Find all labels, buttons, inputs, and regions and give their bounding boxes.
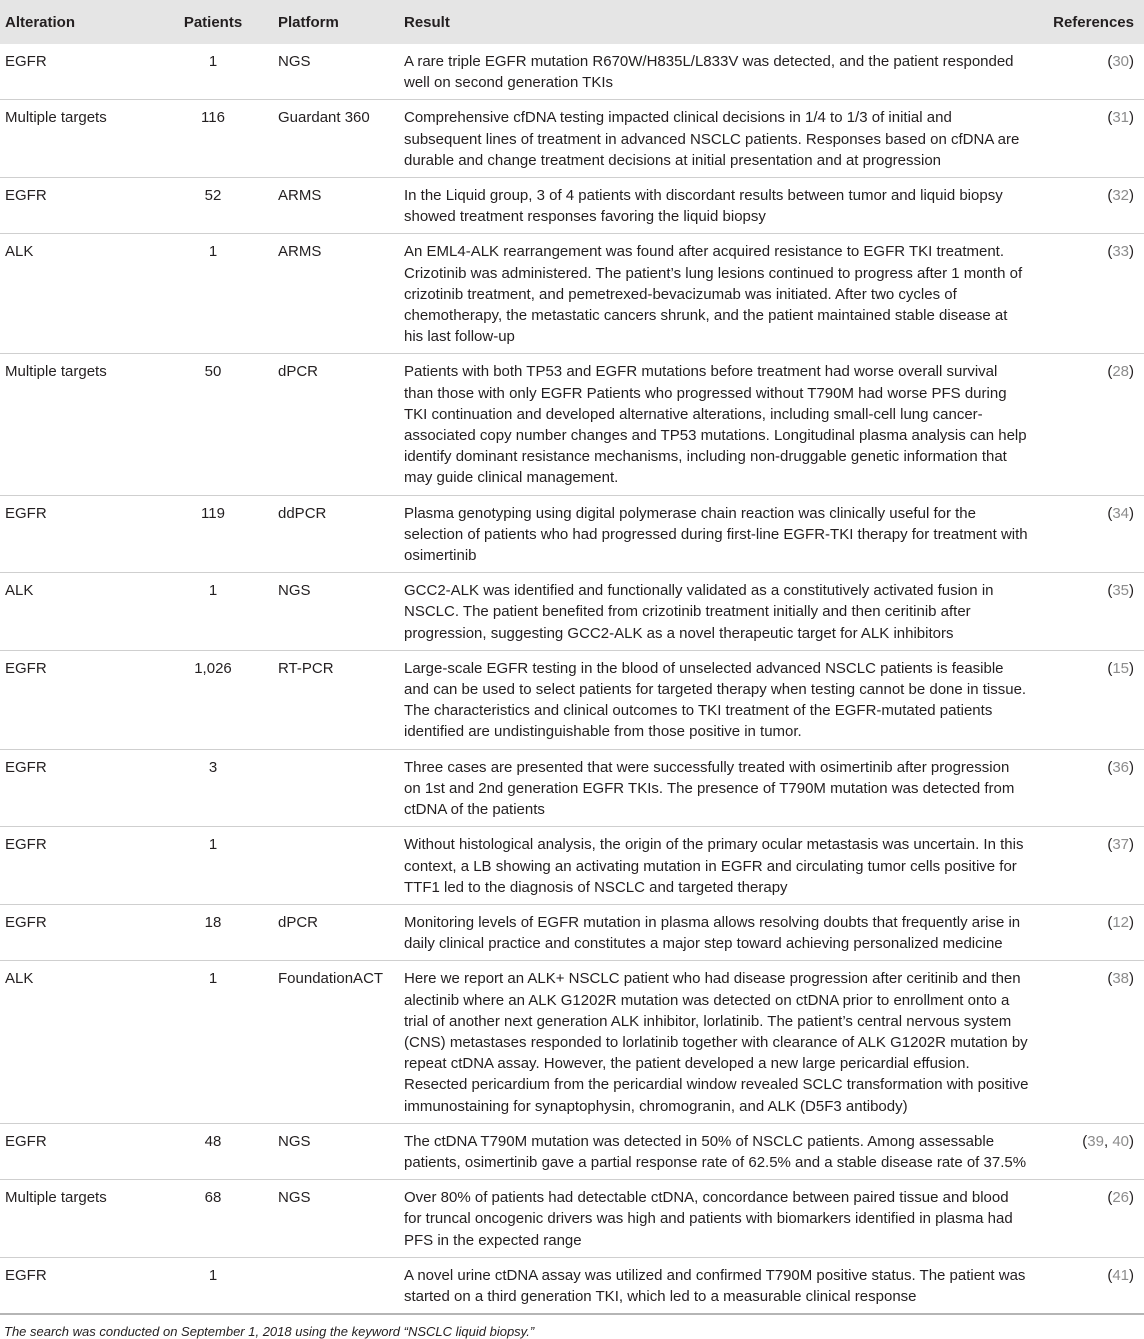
cell-result: A novel urine ctDNA assay was utilized and confirmed T790M positive status. The patient was started on a third generation TKI, which led to a measurable clinical response [404, 1266, 1026, 1305]
cell-result: Large-scale EGFR testing in the blood of unselected advanced NSCLC patients is feasible and can be used to select patients for targeted therapy when testing cannot be done in tissue. The characteristics and clinical outcomes to TKI treatment of the EGFR-mutated patients identified are undistinguishable from those positive in tumor. [404, 659, 1027, 741]
cell-references: (33) [1107, 243, 1134, 261]
cell-patients: 48 [204, 1132, 222, 1150]
reference-link[interactable]: 33 [1112, 243, 1129, 261]
table-row [0, 100, 1144, 178]
table-row [0, 827, 1144, 905]
cell-references: (15) [1107, 659, 1134, 677]
cell-alteration: ALK [5, 582, 34, 600]
cell-alteration: EGFR [5, 836, 47, 854]
cell-platform: RT-PCR [278, 659, 334, 677]
cell-result: GCC2-ALK was identified and functionally validated as a constitutively activated fusion in NSCLC. The patient benefited from crizotinib treatment initially and then ceritinib after progression, suggesting GCC2-ALK as a novel therapeutic target for ALK inhibitors [404, 582, 994, 642]
header-platform: Platform [278, 14, 339, 31]
cell-alteration: Multiple targets [5, 109, 107, 127]
cell-result: Here we report an ALK+ NSCLC patient who had disease progression after ceritinib and then alectinib where an ALK G1202R mutation was detected on ctDNA prior to enrollment onto a trial of another next generation ALK inhibitor, lorlatinib. The patient’s central nervous system (CNS) metastases responded to lorlatinib together with clearance of ALK G1202R mutation by repeat ctDNA assay. However, the patient developed a new large pericardial effusion. Resected pericardium from the pericardial window revealed SCLC transformation with positive immunostaining for synaptophysin, chromogranin, and ALK (D5F3 antibody) [404, 970, 1029, 1115]
cell-result: Monitoring levels of EGFR mutation in plasma allows resolving doubts that frequently arise in daily clinical practice and constitutes a major step toward achieving personalized medicine [404, 913, 1021, 953]
cell-patients: 18 [204, 913, 222, 931]
table-row [0, 1123, 1144, 1179]
cell-platform: NGS [278, 1189, 311, 1207]
cell-alteration: Multiple targets [5, 1189, 107, 1207]
cell-patients: 1 [208, 836, 218, 854]
cell-platform: dPCR [278, 913, 319, 931]
cell-patients: 1 [208, 1266, 218, 1284]
table-row [0, 1257, 1144, 1314]
cell-platform: ARMS [278, 187, 322, 205]
table-row [0, 44, 1144, 100]
cell-alteration: EGFR [5, 659, 47, 677]
header-result: Result [404, 14, 450, 31]
cell-alteration: EGFR [5, 1266, 47, 1284]
reference-link[interactable]: 39 [1087, 1132, 1104, 1150]
cell-patients: 68 [204, 1189, 222, 1207]
cell-references: (39, 40) [1082, 1132, 1134, 1150]
table-row [0, 234, 1144, 354]
table-row [0, 354, 1144, 495]
cell-result: Plasma genotyping using digital polymerase chain reaction was clinically useful for the selection of patients who had progressed during first-line EGFR-TKI therapy for treatment with osimertinib [404, 504, 1028, 565]
cell-references: (38) [1107, 970, 1134, 988]
cell-patients: 1 [208, 582, 218, 600]
reference-link[interactable]: 32 [1112, 187, 1129, 205]
cell-platform: NGS [278, 582, 311, 600]
cell-references: (12) [1107, 913, 1134, 931]
cell-references: (37) [1107, 836, 1134, 854]
reference-link[interactable]: 35 [1112, 582, 1129, 600]
cell-result: Three cases are presented that were successfully treated with osimertinib after progression on 1st and 2nd generation EGFR TKIs. The presence of T790M mutation was detected from ctDNA of the patients [404, 758, 1015, 819]
cell-alteration: EGFR [5, 758, 47, 776]
cell-result: In the Liquid group, 3 of 4 patients with discordant results between tumor and liquid biopsy showed treatment responses favoring the liquid biopsy [404, 187, 1003, 226]
cell-platform: FoundationACT [278, 970, 384, 988]
cell-result: Without histological analysis, the origin of the primary ocular metastasis was uncertain. In this context, a LB showing an activating mutation in EGFR and circulating tumor cells positive for TTF1 led to the diagnosis of NSCLC and targeted therapy [404, 836, 1024, 896]
cell-patients: 1 [208, 53, 218, 70]
cell-platform: NGS [278, 53, 311, 70]
cell-alteration: EGFR [5, 913, 47, 931]
reference-link[interactable]: 30 [1112, 53, 1129, 70]
reference-link[interactable]: 40 [1112, 1132, 1129, 1150]
table-row [0, 650, 1144, 749]
cell-patients: 1 [208, 243, 218, 261]
cell-alteration: Multiple targets [5, 363, 107, 381]
cell-platform: Guardant 360 [278, 109, 370, 127]
cell-result: Comprehensive cfDNA testing impacted clinical decisions in 1/4 to 1/3 of initial and subsequent lines of treatment in advanced NSCLC patients. Responses based on cfDNA are durable and change treatment decisions at initial presentation and at progression [404, 109, 1020, 169]
reference-link[interactable]: 31 [1112, 109, 1129, 127]
table-row [0, 749, 1144, 827]
reference-link[interactable]: 26 [1112, 1189, 1129, 1207]
cell-platform: ddPCR [278, 504, 327, 522]
table-row [0, 1180, 1144, 1258]
table-body [0, 44, 1144, 1314]
cell-platform [268, 749, 392, 827]
cell-references: (34) [1107, 504, 1134, 522]
cell-platform [268, 1257, 392, 1314]
cell-references: (26) [1107, 1189, 1134, 1207]
reference-link[interactable]: 15 [1112, 659, 1129, 677]
cell-references: (32) [1107, 187, 1134, 205]
table-footnote: The search was conducted on September 1, 2018 using the keyword “NSCLC liquid biopsy.” [4, 1324, 535, 1339]
header-patients: Patients [183, 14, 243, 31]
cell-platform: ARMS [278, 243, 322, 261]
table-row [0, 178, 1144, 234]
table-row [0, 904, 1144, 960]
reference-link[interactable]: 41 [1112, 1266, 1129, 1284]
cell-references: (31) [1107, 109, 1134, 127]
header-alteration: Alteration [5, 14, 76, 31]
cell-references: (41) [1107, 1266, 1134, 1284]
cell-alteration: EGFR [5, 1132, 47, 1150]
cell-patients: 1,026 [194, 659, 232, 677]
header-references: References [1053, 14, 1134, 31]
cell-result: An EML4-ALK rearrangement was found after acquired resistance to EGFR TKI treatment. Crizotinib was administered. The patient’s lung lesions continued to progress after 1 month of crizotinib treatment, and pemetrexed-bevacizumab was initiated. After two cycles of chemotherapy, the metastatic cancers shrunk, and the patient maintained stable disease at his last follow-up [404, 243, 1023, 346]
cell-alteration: EGFR [5, 53, 47, 70]
cell-platform: dPCR [278, 363, 319, 381]
cell-alteration: ALK [5, 243, 34, 261]
cell-patients: 52 [204, 187, 222, 205]
reference-link[interactable]: 12 [1112, 913, 1129, 931]
cell-result: Over 80% of patients had detectable ctDNA, concordance between paired tissue and blood for truncal oncogenic drivers was high and patients with biomarkers identified in plasma had PFS in the expected range [404, 1189, 1013, 1249]
cell-platform [268, 827, 392, 905]
cell-platform: NGS [278, 1132, 311, 1150]
table-row [0, 495, 1144, 573]
cell-alteration: ALK [5, 970, 34, 988]
table-row [0, 961, 1144, 1123]
cell-patients: 1 [208, 970, 218, 988]
reference-link[interactable]: 37 [1112, 836, 1129, 854]
cell-alteration: EGFR [5, 504, 47, 522]
cell-references: (35) [1107, 582, 1134, 600]
cell-patients: 119 [201, 504, 225, 522]
cell-references: (30) [1107, 53, 1134, 70]
cell-alteration: EGFR [5, 187, 47, 205]
cell-patients: 50 [204, 363, 222, 381]
reference-link[interactable]: 38 [1112, 970, 1129, 988]
table-row [0, 573, 1144, 651]
reference-link[interactable]: 28 [1112, 363, 1129, 381]
cell-references: (28) [1107, 363, 1134, 381]
cell-result: The ctDNA T790M mutation was detected in 50% of NSCLC patients. Among assessable patients, osimertinib gave a partial response rate of 62.5% and a stable disease rate of 37.5% [404, 1132, 1027, 1171]
cell-references: (36) [1107, 758, 1134, 776]
reference-link[interactable]: 34 [1112, 504, 1129, 522]
cell-result: A rare triple EGFR mutation R670W/H835L/L833V was detected, and the patient responded well on second generation TKIs [404, 53, 1014, 92]
cell-patients: 3 [208, 758, 218, 776]
reference-link[interactable]: 36 [1112, 758, 1129, 776]
cell-patients: 116 [201, 109, 225, 127]
table-header-row [0, 0, 1144, 44]
cell-result: Patients with both TP53 and EGFR mutations before treatment had worse overall survival than those with only EGFR Patients who progressed without T790M had worse PFS during TKI continuation and developed alternative alterations, including small-cell lung cancer-associated copy number changes and TP53 mutations. Longitudinal plasma analysis can help identify dominant resistance mechanisms, including non-druggable genetic information that may guide clinical management. [404, 363, 1027, 487]
